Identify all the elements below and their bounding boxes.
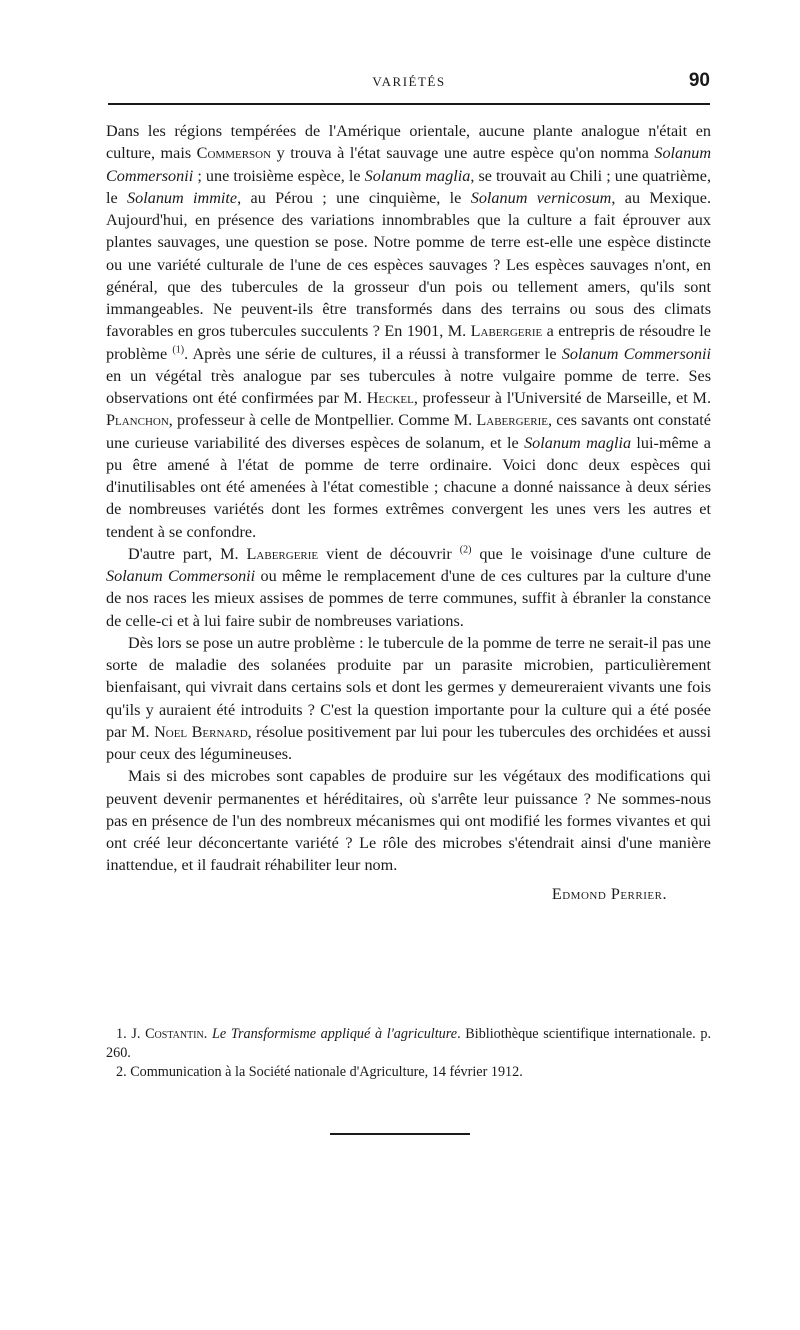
paragraph xyxy=(106,765,711,876)
text-run: a entrepris de résoudre le problème xyxy=(106,322,711,363)
footnote xyxy=(106,1025,711,1063)
text-run: , se trouvait au Chili ; une quatrième, le xyxy=(106,166,712,207)
text-run: vient de découvrir xyxy=(318,544,460,563)
italic-term: Solanum Commersonii xyxy=(106,567,256,585)
text-run: , au Mexique. Aujourd'hui, en présence des variations innombrables que la culture a fait éprouver aux plantes sauvages, une question se pose. Notre pomme de terre est-elle une espèce distincte ou une variété culturale de l'une de ces espèces sauvages ? Les espèces sauvages n'ont, en général, que des tubercules de la grosseur d'un pois ou tellement amers, qu'ils sont immangeables. Ne peuvent-ils être transformés dans des terrains ou sous des climats favorables en gros tubercules succulents ? En 1901, M. xyxy=(106,188,711,341)
person-name: Costantin xyxy=(145,1026,204,1042)
person-name: Labergerie xyxy=(246,544,319,563)
end-rule xyxy=(330,1133,470,1135)
text-run: 1. J. xyxy=(116,1026,146,1042)
person-name: Labergerie xyxy=(470,322,543,341)
text-run: , ces savants ont constaté une curieuse variabilité des diverses espèces de solanum, et le xyxy=(106,411,711,452)
text-run: ou même le remplacement d'une de ces cultures par la culture d'une de nos races les mieux assises de pommes de terre communes, suffit à ébranler la constance de celle-ci et à lui faire subir de nombreuses variations. xyxy=(106,567,711,630)
text-run: D'autre part, M. xyxy=(128,544,247,563)
italic-term: Le Transformisme appliqué à l'agriculture xyxy=(211,1026,458,1042)
text-run: 2. Communication à la Société nationale d'Agriculture, 14 février 1912. xyxy=(116,1064,523,1080)
text-run: Dès lors se pose un autre problème : le tubercule de la pomme de terre ne serait-il pas une sorte de maladie des solanées produite par un parasite microbien, particulièrement bienfaisant, qui vivrait dans certains sols et dont les germes y demeureraient vivants une fois qu'ils y auraient été introduits ? C'est la question importante pour la culture qui a été posée par M. xyxy=(106,633,711,741)
paragraph xyxy=(106,120,711,543)
person-name: Noel Bernard xyxy=(154,722,248,741)
page-number: 90 xyxy=(688,70,710,91)
article-body xyxy=(106,120,711,905)
author-signature: Edmond Perrier. xyxy=(551,884,667,903)
header-rule xyxy=(108,103,710,105)
text-run: . Après une série de cultures, il a réussi à transformer le xyxy=(184,344,562,363)
text-run: que le voisinage d'une culture de xyxy=(471,544,711,563)
italic-term: Solanum vernicosum xyxy=(470,188,612,207)
italic-term: Solanum Commersonii xyxy=(106,144,712,185)
footnote-ref: (1) xyxy=(172,344,185,356)
person-name: Commerson xyxy=(196,144,272,163)
text-run: Mais si des microbes sont capables de produire sur les végétaux des modifications qui peuvent devenir permanentes et héréditaires, où s'arrête leur puissance ? Ne sommes-nous pas en présence de l'un des nombreux mécanismes qui ont modifié les formes vivantes et qui ont créé leur déconcertante variété ? Le rôle des microbes s'étendrait ainsi d'une manière inattendue, et il faudrait réhabiliter leur nom. xyxy=(106,767,711,875)
text-run: lui-même a pu être amené à l'état de pomme de terre ordinaire. Voici donc deux espèces qui d'inutilisables ont été amenées à l'état comestible ; chacune a donné naissance à deux séries de nombreuses variétés dont les formes extrêmes convergent les unes vers les autres et tendent à se confondre. xyxy=(106,433,711,541)
text-run: , au Pérou ; une cinquième, le xyxy=(237,188,471,207)
italic-term: Solanum maglia xyxy=(524,433,632,452)
text-run: . xyxy=(203,1026,212,1042)
italic-term: Solanum Commersonii xyxy=(561,344,711,363)
footnotes xyxy=(106,1025,711,1082)
running-title: VARIÉTÉS xyxy=(372,74,446,89)
footnote xyxy=(106,1063,711,1082)
person-name: Labergerie xyxy=(476,411,548,430)
text-run: , professeur à l'Université de Marseille, et M. xyxy=(413,389,711,407)
text-run: Dans les régions tempérées de l'Amérique orientale, aucune plante analogue n'était en culture, mais xyxy=(106,122,711,163)
text-run: y trouva à l'état sauvage une autre espèce qu'on nomma xyxy=(271,144,655,163)
text-run: , professeur à celle de Montpellier. Comme M. xyxy=(168,411,477,430)
page-header xyxy=(108,70,710,98)
person-name: Heckel xyxy=(366,389,414,407)
italic-term: Solanum immite xyxy=(127,188,238,207)
paragraph xyxy=(106,632,711,766)
text-run: . Bibliothèque scientifique internationale. p. 260. xyxy=(106,1026,711,1061)
footnote-ref: (2) xyxy=(459,544,472,556)
person-name: Planchon xyxy=(106,411,169,430)
text-run: ; une troisième espèce, le xyxy=(193,166,365,185)
italic-term: Solanum maglia xyxy=(364,166,471,185)
text-run: en un végétal très analogue par ses tubercules à notre vulgaire pomme de terre. Ses observations ont été confirmées par M. xyxy=(106,366,711,407)
paragraph xyxy=(106,543,711,632)
text-run: , résolue positivement par lui pour les tubercules des orchidées et aussi pour ceux des légumineuses. xyxy=(106,722,711,763)
